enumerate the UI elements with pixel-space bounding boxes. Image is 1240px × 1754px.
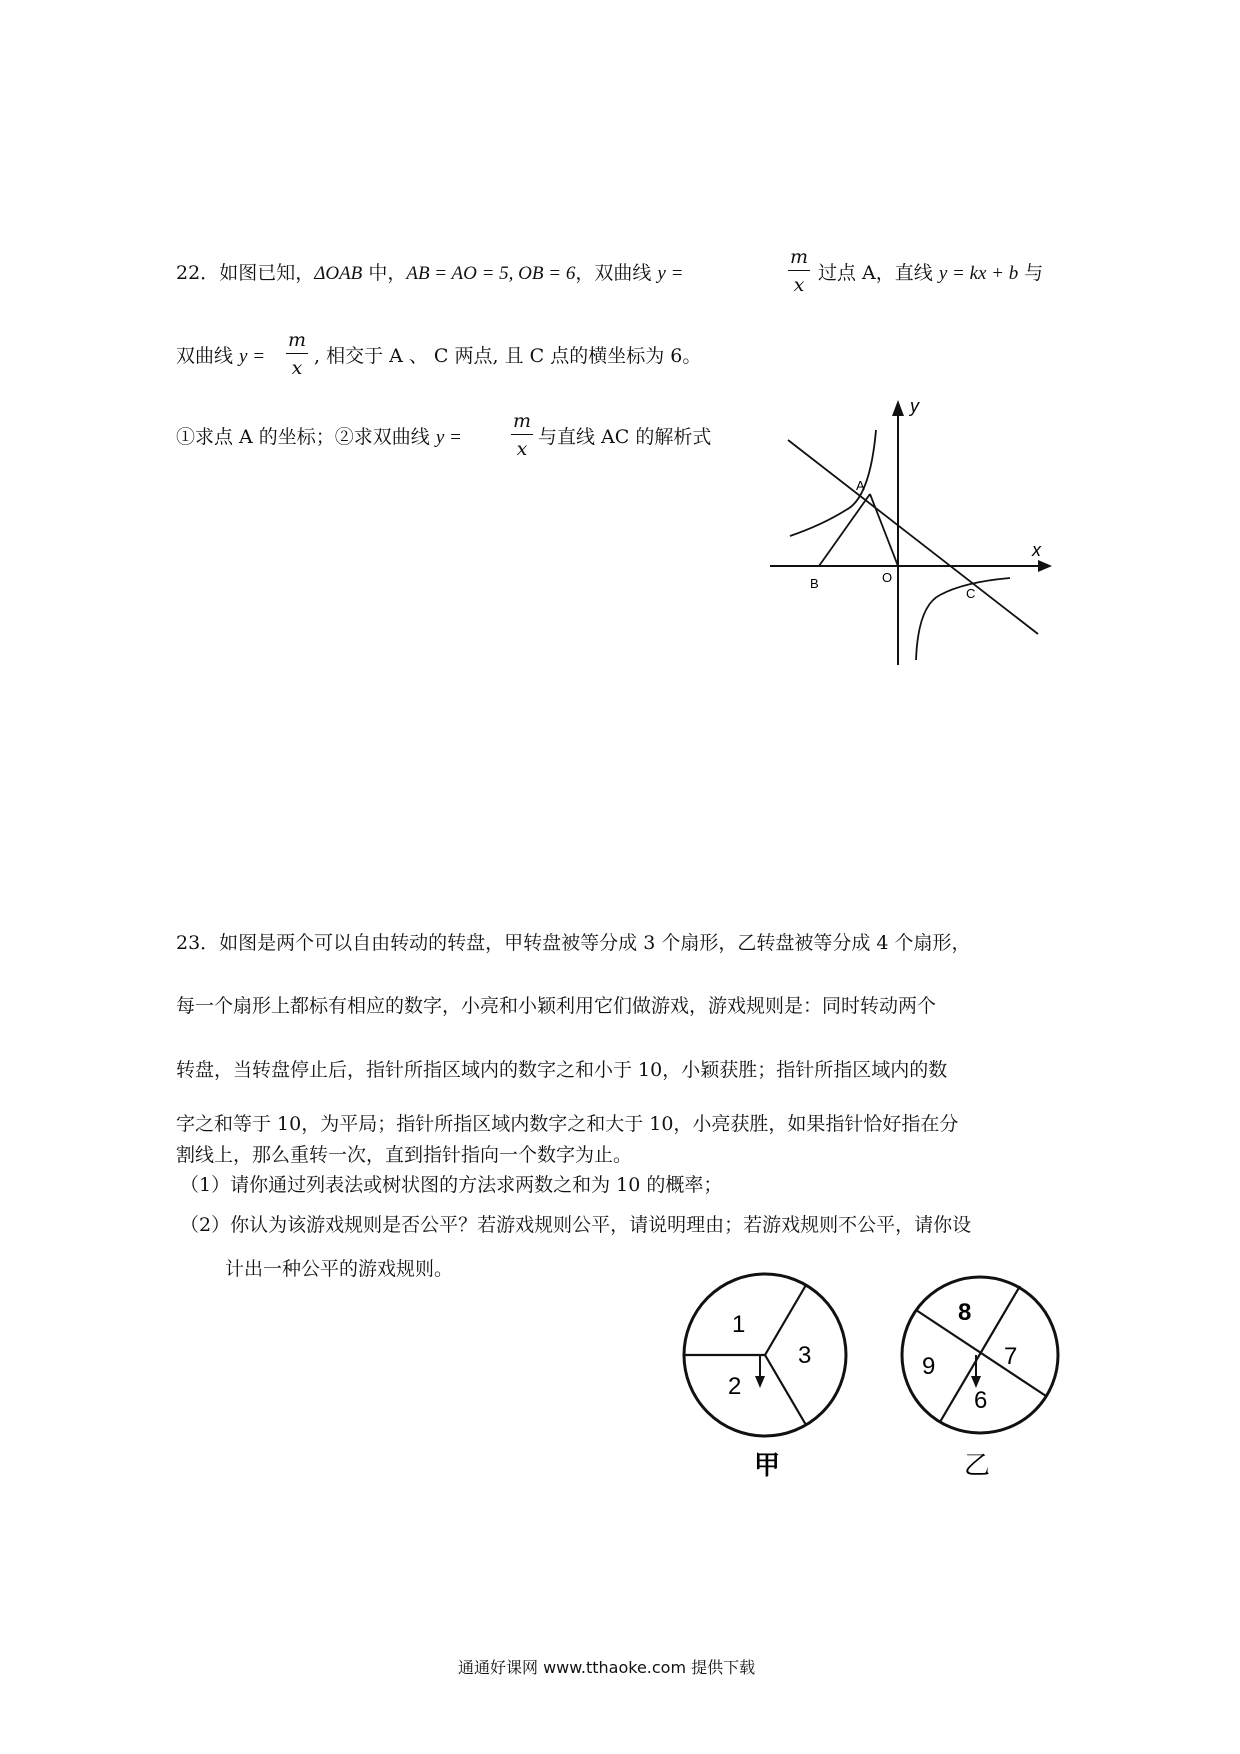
- label-B: B: [810, 576, 819, 591]
- q23-p5: 割线上，那么重转一次，直到指针指向一个数字为止。: [176, 1144, 633, 1166]
- label-A: A: [856, 478, 865, 493]
- q22-line1: [176, 264, 683, 283]
- q22-text-f: 双曲线: [176, 345, 240, 367]
- q23-p2: 每一个扇形上都标有相应的数字，小亮和小颖利用它们做游戏，游戏规则是：同时转动两个: [176, 995, 937, 1017]
- q23-p3: 转盘，当转盘停止后，指针所指区域内的数字之和小于 10，小颖获胜；指针所指区域内的数: [176, 1059, 948, 1081]
- q22-text-a: 如图已知，: [219, 262, 315, 284]
- segment-AO: [870, 494, 898, 566]
- q22-func-y-2: y =: [239, 346, 266, 367]
- spinner-jia-pointer-arrow: [755, 1376, 765, 1388]
- footer-text: 通通好课网 www.tthaoke.com 提供下载: [458, 1658, 756, 1677]
- label-x: x: [1032, 540, 1041, 560]
- q22-text-h: ①求点 A 的坐标；②求双曲线: [176, 426, 436, 448]
- q22-text-c: ，双曲线: [575, 262, 658, 284]
- q23-p1: 23．如图是两个可以自由转动的转盘，甲转盘被等分成 3 个扇形，乙转盘被等分成 4 个扇形，: [176, 932, 971, 954]
- spinner-yi-number-6: 6: [974, 1387, 988, 1414]
- q23-item1: （1）请你通过列表法或树状图的方法求两数之和为 10 的概率；: [180, 1174, 723, 1196]
- q22-figure: [770, 390, 1060, 670]
- q22-text-i: 与直线 AC 的解析式: [538, 426, 712, 448]
- q22-text-e: 与: [1018, 262, 1044, 284]
- label-O: O: [882, 570, 893, 585]
- q22-line3: [176, 428, 462, 447]
- q22-line1-tail: [818, 264, 1043, 283]
- label-C: C: [966, 586, 976, 601]
- q22-func-y-3: y =: [435, 427, 462, 448]
- spinner-jia-number-3: 3: [798, 1342, 812, 1369]
- q22-line3-tail: [538, 428, 711, 447]
- q22-text-b: 中，: [362, 262, 407, 284]
- spinner-yi-number-8: 8: [958, 1299, 972, 1326]
- q23-item2-cont: 计出一种公平的游戏规则。: [225, 1258, 454, 1280]
- spinner-yi-number-9: 9: [922, 1353, 936, 1380]
- spinner-jia: [680, 1270, 850, 1480]
- spinner-yi-number-7: 7: [1004, 1343, 1018, 1370]
- y-axis-arrow: [892, 400, 904, 416]
- spinner-jia-number-1: 1: [732, 1311, 746, 1338]
- q22-text-d: 过点 A，直线: [818, 262, 939, 284]
- line-AC: [788, 440, 1038, 634]
- q22-line-equation: y = kx + b: [938, 263, 1019, 284]
- q22-fraction-1: $\frac{m}{x}$: [790, 246, 809, 296]
- q22-line2: [176, 347, 265, 366]
- q23-item2: （2）你认为该游戏规则是否公平？若游戏规则公平，请说明理由；若游戏规则不公平，请你设: [180, 1214, 972, 1236]
- q22-text-g: , 相交于 A 、 C 两点, 且 C 点的横坐标为 6。: [314, 345, 702, 367]
- q22-fraction-2: $\frac{m}{x}$: [288, 329, 307, 379]
- q22-line2-tail: [314, 347, 701, 366]
- spinner-yi: [898, 1270, 1068, 1480]
- q22-equation: AB = AO = 5, OB = 6: [406, 263, 576, 284]
- spinner-jia-label: 甲: [754, 1450, 781, 1480]
- q22-triangle: ΔOAB: [314, 263, 363, 284]
- x-axis-arrow: [1038, 560, 1052, 572]
- q22-fraction-3: $\frac{m}{x}$: [513, 410, 532, 460]
- spinner-jia-number-2: 2: [728, 1373, 742, 1400]
- label-y: y: [910, 396, 919, 416]
- q22-func-y: y =: [657, 263, 684, 284]
- spinner-yi-label: 乙: [964, 1450, 991, 1480]
- q22-number: 22．: [176, 262, 220, 284]
- segment-BA: [819, 494, 870, 566]
- q23-p4: 字之和等于 10，为平局；指针所指区域内数字之和大于 10，小亮获胜，如果指针恰好指在分: [176, 1113, 959, 1135]
- hyperbola-branch-right: [916, 578, 1010, 660]
